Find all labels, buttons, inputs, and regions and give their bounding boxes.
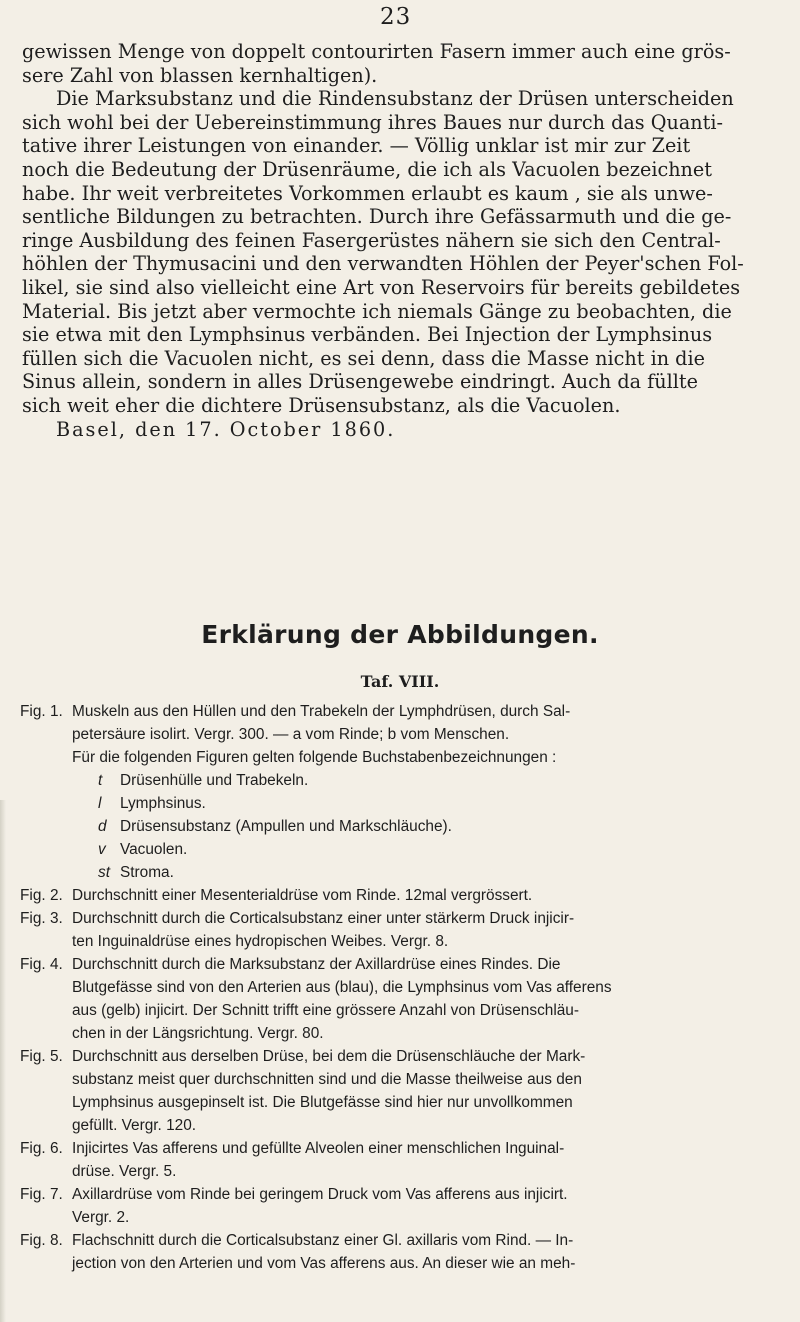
signature: Basel, den 17. October 1860.: [56, 417, 396, 441]
caption-line: Lymphsinus ausgepinselt ist. Die Blutgefässe sind hier nur unvollkommen: [72, 1094, 573, 1111]
figure-number: 6.: [49, 1140, 63, 1157]
caption-line: drüse. Vergr. 5.: [72, 1163, 177, 1180]
figure-number: 1.: [49, 703, 63, 720]
figure-caption-8: [20, 1229, 780, 1275]
figure-label: [20, 907, 72, 953]
figure-caption-3: [20, 907, 780, 953]
legend-symbol: d: [98, 818, 107, 835]
caption-line: Blutgefässe sind von den Arterien aus (blau), die Lymphsinus vom Vas afferens: [72, 979, 612, 996]
caption-line: Durchschnitt durch die Corticalsubstanz einer unter stärkerm Druck injicir-: [72, 910, 575, 927]
fig-prefix: Fig.: [20, 887, 46, 904]
figure-caption-1: [20, 700, 780, 746]
figure-number: 5.: [49, 1048, 63, 1065]
body-line: sie etwa mit den Lymphsinus verbänden. Bei Injection der Lymphsinus: [22, 323, 713, 347]
figure-label: [20, 700, 72, 746]
body-line: noch die Bedeutung der Drüsenräume, die ich als Vacuolen bezeichnet: [22, 157, 712, 181]
figure-text: [72, 1229, 780, 1275]
figure-text: [72, 1137, 780, 1183]
plate-label: Taf. VIII.: [360, 672, 440, 691]
body-line: tative ihrer Leistungen von einander. — Völlig unklar ist mir zur Zeit: [22, 134, 691, 158]
legend-entry: [20, 792, 780, 815]
caption-line: Durchschnitt aus derselben Drüse, bei dem die Drüsenschläuche der Mark-: [72, 1048, 586, 1065]
legend-symbol: l: [98, 795, 102, 812]
figure-captions: [20, 700, 780, 1275]
page-number: 23: [380, 4, 412, 30]
caption-line: aus (gelb) injicirt. Der Schnitt trifft eine grössere Anzahl von Drüsenschläu-: [72, 1002, 579, 1019]
body-line: gewissen Menge von doppelt contourirten Fasern immer auch eine grös-: [22, 40, 731, 63]
figure-text: [72, 884, 780, 907]
scan-edge-shadow: [0, 800, 6, 1322]
legend-entry: [20, 838, 780, 861]
body-line: Die Marksubstanz und die Rindensubstanz der Drüsen unterscheiden: [56, 87, 734, 111]
figure-label: [20, 884, 72, 907]
figure-label: [20, 1045, 72, 1137]
legend-symbol: st: [98, 864, 110, 881]
figure-caption-4: [20, 953, 780, 1045]
body-line: füllen sich die Vacuolen nicht, es sei denn, dass die Masse nicht in die: [22, 346, 705, 370]
caption-line: Durchschnitt durch die Marksubstanz der Axillardrüse eines Rindes. Die: [72, 956, 561, 973]
body-line: Sinus allein, sondern in alles Drüsengewebe eindringt. Auch da füllte: [22, 370, 698, 394]
caption-line: substanz meist quer durchschnitten sind und die Masse theilweise aus den: [72, 1071, 582, 1088]
figure-text: [72, 953, 780, 1045]
fig-prefix: Fig.: [20, 956, 46, 973]
legend-entry: [20, 769, 780, 792]
body-line: ringe Ausbildung des feinen Fasergerüstes nähern sie sich den Central-: [22, 228, 721, 252]
figure-label: [20, 1137, 72, 1183]
legend-text: Drüsenhülle und Trabekeln.: [120, 772, 309, 789]
figure-number: 3.: [49, 910, 63, 927]
caption-line: Durchschnitt einer Mesenterialdrüse vom Rinde. 12mal vergrössert.: [72, 887, 533, 904]
figure-label: [20, 1229, 72, 1275]
figure-text: [72, 907, 780, 953]
figure-text: [72, 1183, 780, 1229]
fig-prefix: Fig.: [20, 910, 46, 927]
legend-text: Stroma.: [120, 864, 174, 881]
figure-caption-7: [20, 1183, 780, 1229]
figure-text: [72, 1045, 780, 1137]
body-line: habe. Ihr weit verbreitetes Vorkommen erlaubt es kaum , sie als unwe-: [22, 181, 713, 205]
body-text: [22, 40, 782, 441]
caption-line: petersäure isolirt. Vergr. 300. — a vom Rinde; b vom Menschen.: [72, 726, 510, 743]
legend-text: Lymphsinus.: [120, 795, 206, 812]
caption-line: ten Inguinaldrüse eines hydropischen Weibes. Vergr. 8.: [72, 933, 449, 950]
caption-line: Muskeln aus den Hüllen und den Trabekeln der Lymphdrüsen, durch Sal-: [72, 703, 571, 720]
legend-intro: Für die folgenden Figuren gelten folgende Buchstabenbezeichnungen :: [72, 749, 557, 766]
figure-number: 2.: [49, 887, 63, 904]
body-line: Material. Bis jetzt aber vermochte ich niemals Gänge zu beobachten, die: [22, 299, 732, 323]
figure-caption-5: [20, 1045, 780, 1137]
body-line: höhlen der Thymusacini und den verwandten Höhlen der Peyer'schen Fol-: [22, 252, 744, 276]
legend-entry: [20, 815, 780, 838]
body-line: sentliche Bildungen zu betrachten. Durch ihre Gefässarmuth und die ge-: [22, 205, 732, 229]
legend-entry: [20, 861, 780, 884]
fig-prefix: Fig.: [20, 1186, 46, 1203]
fig-prefix: Fig.: [20, 1048, 46, 1065]
caption-line: Axillardrüse vom Rinde bei geringem Druck vom Vas afferens aus injicirt.: [72, 1186, 568, 1203]
legend-text: Vacuolen.: [120, 841, 188, 858]
body-line: sich weit eher die dichtere Drüsensubstanz, als die Vacuolen.: [22, 393, 621, 417]
figure-number: 4.: [49, 956, 63, 973]
caption-line: gefüllt. Vergr. 120.: [72, 1117, 197, 1134]
section-heading: Erklärung der Abbildungen.: [201, 620, 599, 649]
figure-number: 7.: [49, 1186, 63, 1203]
body-line: sich wohl bei der Uebereinstimmung ihres Baues nur durch das Quanti-: [22, 110, 723, 134]
fig-prefix: Fig.: [20, 703, 46, 720]
fig-prefix: Fig.: [20, 1232, 46, 1249]
figure-label: [20, 1183, 72, 1229]
legend-symbol: v: [98, 841, 106, 858]
figure-caption-2: [20, 884, 780, 907]
figure-number: 8.: [49, 1232, 63, 1249]
caption-line: Flachschnitt durch die Corticalsubstanz einer Gl. axillaris vom Rind. — In-: [72, 1232, 574, 1249]
caption-line: chen in der Längsrichtung. Vergr. 80.: [72, 1025, 324, 1042]
legend-text: Drüsensubstanz (Ampullen und Markschläuche).: [120, 818, 452, 835]
body-line: sere Zahl von blassen kernhaltigen).: [22, 63, 378, 87]
figure-label: [20, 953, 72, 1045]
fig-prefix: Fig.: [20, 1140, 46, 1157]
caption-line: Vergr. 2.: [72, 1209, 130, 1226]
figure-text: [72, 700, 780, 746]
caption-line: Injicirtes Vas afferens und gefüllte Alveolen einer menschlichen Inguinal-: [72, 1140, 565, 1157]
figure-caption-6: [20, 1137, 780, 1183]
body-line: likel, sie sind also vielleicht eine Art von Reservoirs für bereits gebildetes: [22, 275, 741, 299]
caption-line: jection von den Arterien und vom Vas afferens aus. An dieser wie an meh-: [72, 1255, 576, 1272]
legend-symbol: t: [98, 772, 103, 789]
